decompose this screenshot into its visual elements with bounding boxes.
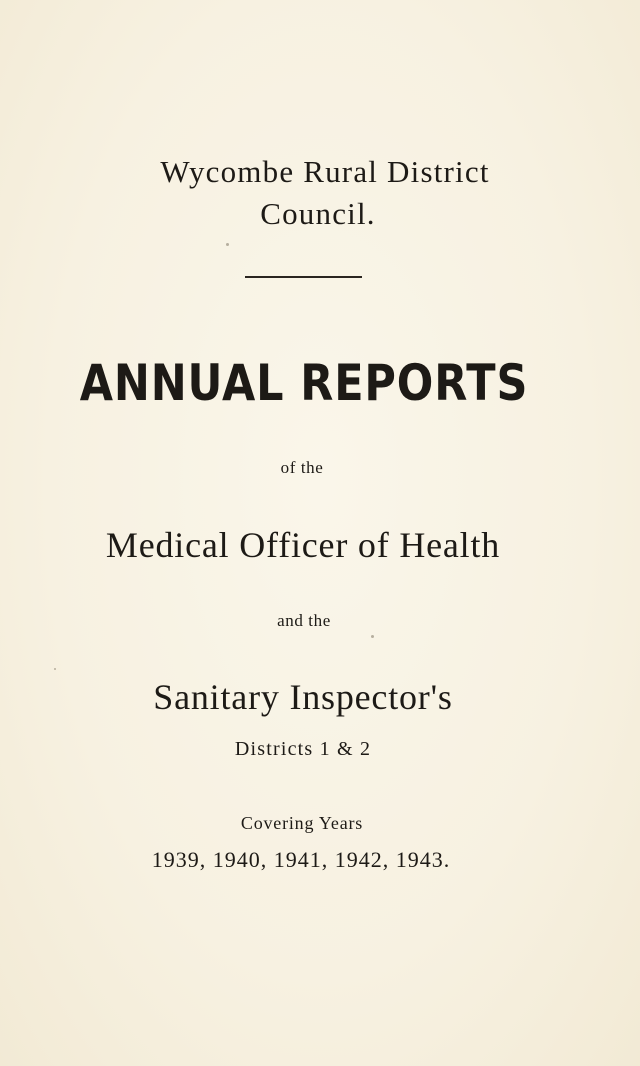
report-title: ANNUAL REPORTS [79, 354, 529, 412]
medical-officer-heading: Medical Officer of Health [105, 525, 501, 565]
divider-rule [245, 276, 362, 278]
covering-years-label: Covering Years [240, 813, 364, 833]
districts-line: Districts 1 & 2 [234, 738, 372, 760]
paper-speck [226, 243, 229, 246]
connector-and-the: and the [277, 611, 331, 630]
council-name-line-2: Council. [260, 196, 376, 231]
council-name-line-1: Wycombe Rural District [160, 154, 490, 189]
paper-speck [54, 668, 56, 670]
paper-speck [371, 635, 374, 638]
years-list: 1939, 1940, 1941, 1942, 1943. [151, 847, 451, 872]
connector-of-the: of the [280, 458, 324, 477]
sanitary-inspector-heading: Sanitary Inspector's [153, 677, 453, 717]
